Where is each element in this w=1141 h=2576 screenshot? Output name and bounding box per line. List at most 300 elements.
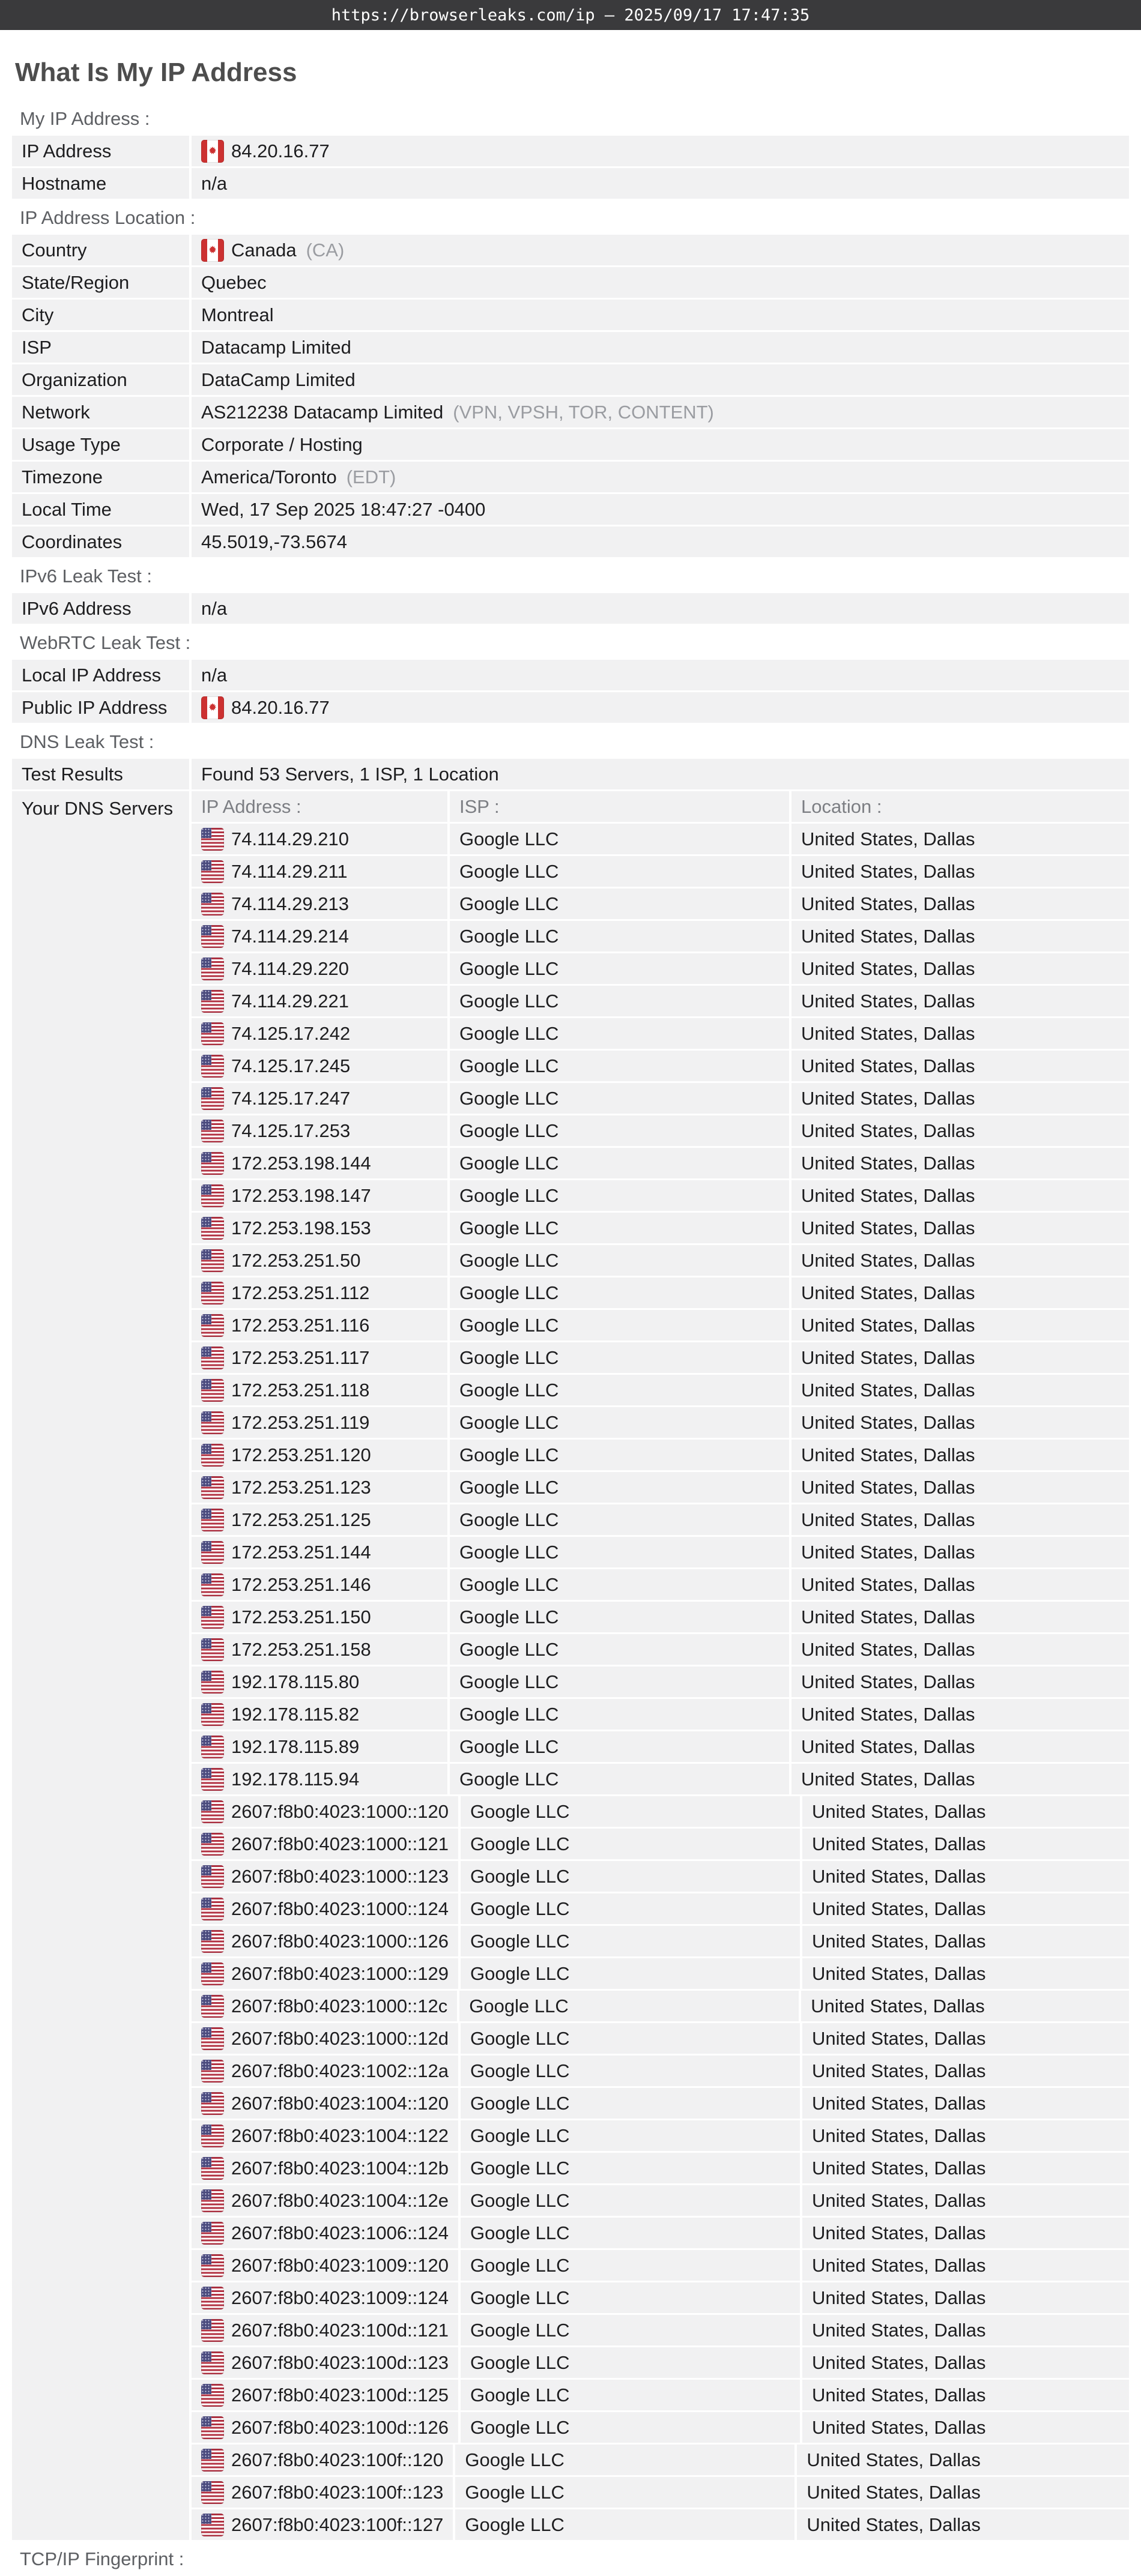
us-flag-icon [201, 1606, 224, 1629]
dns-server-isp: Google LLC [450, 1148, 789, 1178]
dns-server-location: United States, Dallas [797, 2445, 1129, 2475]
row-label: Coordinates [12, 526, 189, 557]
us-flag-icon [201, 1444, 224, 1467]
dns-server-row [192, 888, 1129, 919]
dns-server-row [192, 2347, 1129, 2378]
us-flag-icon [201, 2384, 224, 2407]
us-flag-icon [201, 1833, 224, 1856]
dns-server-ip-cell [192, 1148, 447, 1178]
dns-server-isp: Google LLC [450, 856, 789, 887]
value-cell [192, 593, 1129, 624]
dns-server-isp: Google LLC [450, 953, 789, 984]
table-row [12, 429, 1129, 460]
dns-servers-row [12, 791, 1129, 2540]
section-title-webrtc-leak: WebRTC Leak Test : [20, 632, 191, 654]
dns-server-ip: 172.253.251.125 [231, 1509, 371, 1530]
dns-server-location: United States, Dallas [802, 2282, 1129, 2313]
dns-server-ip-cell [192, 2380, 458, 2410]
table-row [12, 494, 1129, 525]
dns-server-ip: 74.125.17.242 [231, 1022, 351, 1044]
us-flag-icon [201, 2254, 224, 2277]
dns-server-ip-cell [192, 1991, 457, 2021]
dns-server-isp: Google LLC [461, 2218, 800, 2248]
table-row [12, 593, 1129, 624]
dns-server-location: United States, Dallas [802, 2185, 1129, 2216]
dns-server-row [192, 1504, 1129, 1535]
canada-flag-icon [201, 696, 224, 719]
us-flag-icon [201, 1379, 224, 1402]
dns-server-location: United States, Dallas [791, 1440, 1129, 1470]
dns-server-row [192, 1764, 1129, 1794]
dns-server-location: United States, Dallas [802, 2315, 1129, 2345]
dns-server-ip: 74.114.29.221 [231, 990, 349, 1012]
value-suffix: (CA) [306, 239, 345, 261]
dns-server-isp: Google LLC [461, 2412, 800, 2443]
dns-server-ip-cell [192, 2023, 458, 2054]
dns-server-ip-cell [192, 1861, 458, 1892]
dns-server-isp: Google LLC [450, 1083, 789, 1114]
dns-server-row [192, 2185, 1129, 2216]
dns-server-ip: 172.253.251.150 [231, 1606, 371, 1627]
dns-server-ip-cell [192, 1829, 458, 1859]
dns-server-isp: Google LLC [461, 1796, 800, 1827]
dns-server-ip-cell [192, 953, 447, 984]
dns-server-ip: 2607:f8b0:4023:1000::124 [231, 1898, 449, 1919]
dns-server-ip: 172.253.251.118 [231, 1379, 370, 1401]
page-container [0, 30, 1141, 2576]
value-cell [192, 235, 1129, 265]
dns-server-row [192, 953, 1129, 984]
section-title-ip-location: IP Address Location : [20, 207, 196, 229]
dns-server-row [192, 1893, 1129, 1924]
dns-server-isp: Google LLC [450, 1213, 789, 1243]
value-cell [192, 300, 1129, 330]
us-flag-icon [201, 2449, 224, 2472]
dns-server-isp: Google LLC [450, 1504, 789, 1535]
dns-server-row [192, 1245, 1129, 1276]
dns-server-location: United States, Dallas [791, 921, 1129, 952]
dns-server-row [192, 1829, 1129, 1859]
dns-server-ip-cell [192, 921, 447, 952]
us-flag-icon [201, 1249, 224, 1272]
value-cell [192, 168, 1129, 199]
row-label: IP Address [12, 136, 189, 166]
dns-server-ip: 192.178.115.89 [231, 1736, 360, 1757]
dns-server-ip-cell [192, 1277, 447, 1308]
row-label: Local Time [12, 494, 189, 525]
dns-server-isp: Google LLC [450, 888, 789, 919]
dns-server-ip-cell [192, 2185, 458, 2216]
value-cell [192, 660, 1129, 690]
us-flag-icon [201, 2287, 224, 2309]
us-flag-icon [201, 1411, 224, 1434]
dns-server-isp: Google LLC [450, 1180, 789, 1211]
value-text: AS212238 Datacamp Limited [201, 401, 444, 423]
dns-server-ip: 2607:f8b0:4023:1009::120 [231, 2254, 449, 2276]
us-flag-icon [201, 1120, 224, 1142]
dns-server-row [192, 1861, 1129, 1892]
us-flag-icon [201, 2416, 224, 2439]
dns-server-ip-cell [192, 1634, 447, 1665]
section-title-tcpip-fingerprint: TCP/IP Fingerprint : [20, 2548, 184, 2570]
dns-table-header [192, 791, 1129, 822]
dns-server-location: United States, Dallas [802, 2056, 1129, 2086]
dns-server-ip-cell [192, 1764, 447, 1794]
row-label: Test Results [12, 759, 189, 789]
dns-server-row [192, 2412, 1129, 2443]
dns-server-isp: Google LLC [461, 2380, 800, 2410]
dns-server-isp: Google LLC [455, 2477, 794, 2508]
us-flag-icon [201, 1768, 224, 1791]
dns-server-ip-cell [192, 2120, 458, 2151]
dns-server-ip: 74.114.29.213 [231, 893, 349, 914]
dns-server-ip-cell [192, 2315, 458, 2345]
dns-server-row [192, 1634, 1129, 1665]
dns-server-isp: Google LLC [461, 2282, 800, 2313]
page-title: What Is My IP Address [15, 58, 297, 87]
value-text: n/a [201, 664, 228, 686]
dns-server-isp: Google LLC [450, 1375, 789, 1405]
dns-server-isp: Google LLC [461, 2315, 800, 2345]
value-text: Datacamp Limited [201, 336, 351, 358]
dns-server-ip-cell [192, 1083, 447, 1114]
dns-header-ip: IP Address : [192, 791, 447, 822]
us-flag-icon [201, 1055, 224, 1078]
table-row [12, 462, 1129, 492]
dns-server-ip-cell [192, 1667, 447, 1697]
dns-server-isp: Google LLC [461, 1893, 800, 1924]
us-flag-icon [201, 990, 224, 1013]
dns-server-location: United States, Dallas [791, 1310, 1129, 1341]
dns-server-row [192, 2282, 1129, 2313]
dns-server-ip: 2607:f8b0:4023:1004::120 [231, 2092, 449, 2114]
dns-server-ip-cell [192, 1699, 447, 1730]
us-flag-icon [201, 2092, 224, 2115]
dns-server-row [192, 1926, 1129, 1956]
dns-server-isp: Google LLC [450, 1472, 789, 1503]
value-cell [192, 267, 1129, 298]
dns-server-location: United States, Dallas [791, 1407, 1129, 1438]
dns-server-ip: 74.125.17.247 [231, 1087, 351, 1109]
dns-server-ip-cell [192, 888, 447, 919]
us-flag-icon [201, 828, 224, 851]
dns-server-ip-cell [192, 986, 447, 1016]
dns-server-ip-cell [192, 1893, 458, 1924]
dns-server-location: United States, Dallas [791, 1148, 1129, 1178]
dns-server-ip-cell [192, 1310, 447, 1341]
dns-server-ip-cell [192, 2445, 453, 2475]
dns-server-location: United States, Dallas [802, 1893, 1129, 1924]
us-flag-icon [201, 1541, 224, 1564]
dns-server-location: United States, Dallas [791, 1602, 1129, 1632]
row-label: State/Region [12, 267, 189, 298]
dns-server-isp: Google LLC [450, 1051, 789, 1081]
value-suffix: (VPN, VPSH, TOR, CONTENT) [453, 401, 714, 423]
dns-server-ip-cell [192, 2218, 458, 2248]
dns-server-isp: Google LLC [450, 1407, 789, 1438]
dns-server-location: United States, Dallas [791, 1731, 1129, 1762]
dns-server-isp: Google LLC [461, 2347, 800, 2378]
section-title-dns-leak: DNS Leak Test : [20, 731, 154, 753]
section-ipv6-leak [12, 559, 1129, 626]
us-flag-icon [201, 2319, 224, 2342]
dns-server-ip-cell [192, 856, 447, 887]
value-text: Corporate / Hosting [201, 433, 363, 455]
row-label: City [12, 300, 189, 330]
dns-server-isp: Google LLC [461, 2023, 800, 2054]
dns-server-row [192, 2509, 1129, 2540]
dns-server-row [192, 1667, 1129, 1697]
value-text: Quebec [201, 271, 267, 293]
dns-server-location: United States, Dallas [791, 1018, 1129, 1049]
row-label: Public IP Address [12, 692, 189, 723]
dns-server-ip-cell [192, 2250, 458, 2281]
dns-server-row [192, 1213, 1129, 1243]
dns-server-location: United States, Dallas [802, 2120, 1129, 2151]
dns-server-ip-cell [192, 2347, 458, 2378]
dns-server-location: United States, Dallas [791, 824, 1129, 854]
dns-server-row [192, 1083, 1129, 1114]
dns-server-isp: Google LLC [450, 1342, 789, 1373]
us-flag-icon [201, 1865, 224, 1888]
dns-server-ip: 74.114.29.214 [231, 925, 349, 947]
dns-server-location: United States, Dallas [791, 986, 1129, 1016]
dns-server-row [192, 1051, 1129, 1081]
dns-server-ip: 2607:f8b0:4023:100d::121 [231, 2319, 449, 2341]
dns-server-location: United States, Dallas [791, 1667, 1129, 1697]
banner-url-text: https://browserleaks.com/ip — 2025/09/17 17:47:35 [331, 5, 810, 25]
dns-server-location: United States, Dallas [791, 888, 1129, 919]
dns-server-ip: 2607:f8b0:4023:1009::124 [231, 2287, 449, 2308]
row-label: IPv6 Address [12, 593, 189, 624]
dns-server-location: United States, Dallas [791, 1375, 1129, 1405]
us-flag-icon [201, 1022, 224, 1045]
dns-server-location: United States, Dallas [791, 1245, 1129, 1276]
dns-server-ip-cell [192, 2412, 458, 2443]
dns-server-ip: 172.253.251.112 [231, 1282, 370, 1303]
dns-server-row [192, 2120, 1129, 2151]
us-flag-icon [201, 1800, 224, 1823]
dns-server-location: United States, Dallas [791, 1634, 1129, 1665]
dns-server-location: United States, Dallas [791, 1051, 1129, 1081]
dns-server-ip-cell [192, 1796, 458, 1827]
dns-server-ip-cell [192, 1958, 458, 1989]
dns-server-location: United States, Dallas [791, 1472, 1129, 1503]
dns-server-isp: Google LLC [450, 1537, 789, 1567]
dns-server-ip: 2607:f8b0:4023:1004::12e [231, 2189, 449, 2211]
dns-server-isp: Google LLC [461, 2185, 800, 2216]
dns-server-ip-cell [192, 1731, 447, 1762]
dns-server-ip-cell [192, 1602, 447, 1632]
us-flag-icon [201, 1347, 224, 1369]
dns-server-row [192, 856, 1129, 887]
dns-server-ip-cell [192, 2088, 458, 2119]
dns-server-row [192, 2088, 1129, 2119]
dns-server-ip: 172.253.251.123 [231, 1476, 371, 1498]
dns-server-ip: 172.253.251.146 [231, 1573, 371, 1595]
dns-server-isp: Google LLC [450, 1115, 789, 1146]
dns-server-ip: 2607:f8b0:4023:1000::129 [231, 1962, 449, 1984]
value-cell [192, 526, 1129, 557]
dns-server-ip-cell [192, 1180, 447, 1211]
dns-server-ip-cell [192, 1018, 447, 1049]
dns-server-ip-cell [192, 1213, 447, 1243]
us-flag-icon [201, 1962, 224, 1985]
dns-server-row [192, 986, 1129, 1016]
dns-server-location: United States, Dallas [802, 1796, 1129, 1827]
dns-server-ip-cell [192, 824, 447, 854]
dns-server-ip: 172.253.251.158 [231, 1638, 371, 1660]
us-flag-icon [201, 1638, 224, 1661]
dns-server-ip: 2607:f8b0:4023:1002::12a [231, 2060, 449, 2081]
dns-server-ip: 2607:f8b0:4023:1004::12b [231, 2157, 449, 2179]
dns-server-ip-cell [192, 2477, 453, 2508]
us-flag-icon [201, 1087, 224, 1110]
dns-server-location: United States, Dallas [791, 1342, 1129, 1373]
dns-server-row [192, 1569, 1129, 1600]
dns-server-row [192, 1115, 1129, 1146]
dns-server-location: United States, Dallas [791, 1277, 1129, 1308]
dns-server-isp: Google LLC [450, 1018, 789, 1049]
dns-server-isp: Google LLC [450, 1277, 789, 1308]
dns-server-row [192, 1018, 1129, 1049]
us-flag-icon [201, 1217, 224, 1240]
table-row [12, 267, 1129, 298]
row-label: Country [12, 235, 189, 265]
value-cell [192, 136, 1129, 166]
us-flag-icon [201, 1184, 224, 1207]
dns-server-location: United States, Dallas [802, 2380, 1129, 2410]
dns-server-location: United States, Dallas [802, 2250, 1129, 2281]
dns-server-isp: Google LLC [461, 2250, 800, 2281]
row-label: Local IP Address [12, 660, 189, 690]
value-cell [192, 462, 1129, 492]
section-title-my-ip: My IP Address : [20, 108, 150, 130]
dns-server-location: United States, Dallas [802, 2347, 1129, 2378]
value-text: DataCamp Limited [201, 369, 356, 390]
test-results-row [12, 759, 1129, 789]
table-row [12, 136, 1129, 166]
value-cell [192, 494, 1129, 525]
dns-server-row [192, 1699, 1129, 1730]
dns-server-row [192, 2218, 1129, 2248]
value-text: n/a [201, 597, 228, 619]
dns-server-isp: Google LLC [450, 1667, 789, 1697]
value-cell [192, 397, 1129, 427]
dns-server-isp: Google LLC [450, 1764, 789, 1794]
table-row [12, 364, 1129, 395]
us-flag-icon [201, 2351, 224, 2374]
dns-server-location: United States, Dallas [791, 1083, 1129, 1114]
dns-server-ip: 2607:f8b0:4023:1000::120 [231, 1800, 449, 1822]
us-flag-icon [201, 893, 224, 915]
dns-server-isp: Google LLC [450, 824, 789, 854]
table-row [12, 526, 1129, 557]
dns-server-location: United States, Dallas [797, 2509, 1129, 2540]
row-label: Timezone [12, 462, 189, 492]
value-text: Montreal [201, 304, 274, 325]
sections-container [12, 101, 1129, 2542]
dns-server-isp: Google LLC [455, 2445, 794, 2475]
dns-server-ip-cell [192, 1245, 447, 1276]
value-cell [192, 692, 1129, 723]
dns-server-ip: 172.253.198.144 [231, 1152, 371, 1174]
dns-server-ip-cell [192, 1569, 447, 1600]
dns-server-row [192, 1472, 1129, 1503]
dns-server-row [192, 1796, 1129, 1827]
dns-server-isp: Google LLC [450, 1310, 789, 1341]
dns-server-row [192, 1958, 1129, 1989]
dns-server-isp: Google LLC [450, 986, 789, 1016]
dns-server-isp: Google LLC [450, 1569, 789, 1600]
dns-server-ip-cell [192, 1504, 447, 1535]
us-flag-icon [201, 1736, 224, 1758]
dns-server-ip: 192.178.115.82 [231, 1703, 360, 1725]
dns-server-location: United States, Dallas [791, 1569, 1129, 1600]
dns-server-row [192, 2477, 1129, 2508]
dns-server-ip: 2607:f8b0:4023:1000::123 [231, 1865, 449, 1887]
dns-server-ip: 2607:f8b0:4023:100d::123 [231, 2351, 449, 2373]
dns-server-ip: 74.125.17.245 [231, 1055, 351, 1076]
dns-server-ip: 192.178.115.94 [231, 1768, 360, 1790]
us-flag-icon [201, 1314, 224, 1337]
us-flag-icon [201, 2514, 224, 2536]
dns-server-isp: Google LLC [461, 2120, 800, 2151]
dns-server-location: United States, Dallas [802, 2023, 1129, 2054]
value-text: n/a [201, 172, 228, 194]
dns-server-location: United States, Dallas [791, 1764, 1129, 1794]
dns-server-ip: 2607:f8b0:4023:1000::12d [231, 2027, 449, 2049]
dns-server-location: United States, Dallas [791, 1699, 1129, 1730]
us-flag-icon [201, 2481, 224, 2504]
dns-server-ip-cell [192, 1407, 447, 1438]
us-flag-icon [201, 1282, 224, 1305]
dns-server-location: United States, Dallas [802, 1926, 1129, 1956]
section-dns-leak [12, 725, 1129, 2542]
dns-server-isp: Google LLC [459, 1991, 799, 2021]
dns-server-row [192, 2380, 1129, 2410]
section-my-ip [12, 101, 1129, 201]
dns-server-location: United States, Dallas [802, 1861, 1129, 1892]
dns-server-location: United States, Dallas [802, 2088, 1129, 2119]
dns-server-row [192, 2445, 1129, 2475]
value-text: 84.20.16.77 [231, 696, 330, 718]
us-flag-icon [201, 1152, 224, 1175]
us-flag-icon [201, 1476, 224, 1499]
dns-server-ip-cell [192, 1472, 447, 1503]
dns-server-ip-cell [192, 1537, 447, 1567]
dns-server-row [192, 1277, 1129, 1308]
dns-server-ip: 172.253.251.144 [231, 1541, 371, 1563]
dns-server-ip: 172.253.251.116 [231, 1314, 370, 1336]
dns-server-ip-cell [192, 1440, 447, 1470]
table-row [12, 332, 1129, 363]
dns-server-ip-cell [192, 2282, 458, 2313]
dns-server-isp: Google LLC [461, 2056, 800, 2086]
table-row [12, 235, 1129, 265]
canada-flag-icon [201, 239, 224, 262]
dns-server-ip-cell [192, 2153, 458, 2183]
us-flag-icon [201, 1995, 224, 2018]
row-label: Organization [12, 364, 189, 395]
dns-server-location: United States, Dallas [802, 2153, 1129, 2183]
dns-server-ip: 2607:f8b0:4023:1004::122 [231, 2125, 449, 2146]
dns-server-row [192, 1310, 1129, 1341]
us-flag-icon [201, 2189, 224, 2212]
dns-server-row [192, 2023, 1129, 2054]
dns-server-location: United States, Dallas [797, 2477, 1129, 2508]
dns-server-row [192, 1440, 1129, 1470]
